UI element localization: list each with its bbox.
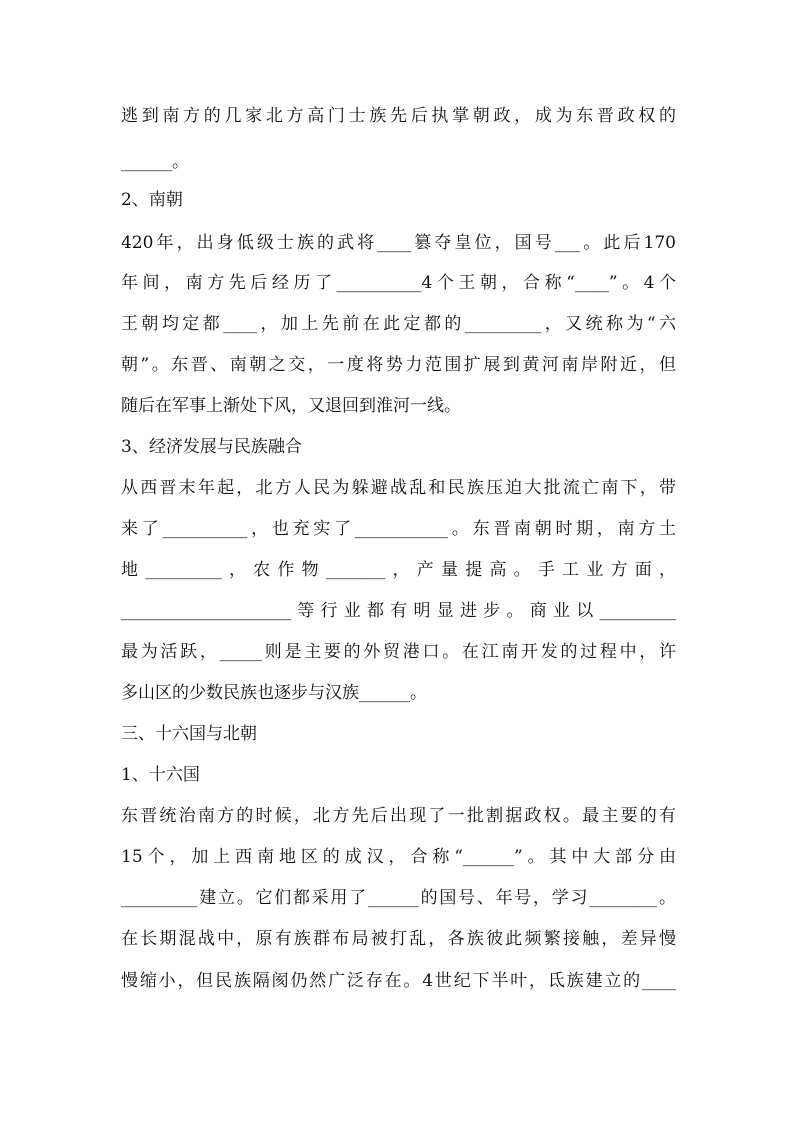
text-line: 最为活跃，_____则是主要的外贸港口。在江南开发的过程中，许 — [121, 642, 676, 662]
text-line: 从西晋末年起，北方人民为躲避战乱和民族压迫大批流亡南下，带 — [121, 478, 676, 498]
text-line: 年间，南方先后经历了__________4个王朝，合称“____”。4个 — [121, 273, 676, 293]
chapter-heading: 三、十六国与北朝 — [121, 724, 257, 744]
text-line: _________建立。它们都采用了______的国号、年号，学习________。 — [121, 888, 676, 908]
section-heading: 2、南朝 — [121, 190, 183, 210]
text-line: 在长期混战中，原有族群布局被打乱，各族彼此频繁接触，差异慢 — [121, 929, 676, 949]
text-line: 15个，加上西南地区的成汉，合称“______”。其中大部分由 — [121, 847, 676, 867]
text-line: 东晋统治南方的时候，北方先后出现了一批割据政权。最主要的有 — [121, 806, 676, 826]
section-heading: 3、经济发展与民族融合 — [121, 437, 302, 457]
text-line: 地_________，农作物_______，产量提高。手工业方面， — [121, 560, 676, 580]
text-line: 朝”。东晋、南朝之交，一度将势力范围扩展到黄河南岸附近，但 — [121, 355, 676, 375]
text-line: ______。 — [121, 152, 189, 172]
text-line: 来了__________，也充实了___________。东晋南朝时期，南方土 — [121, 519, 676, 539]
text-line: 420年，出身低级士族的武将____篡夺皇位，国号___。此后170 — [121, 233, 676, 253]
text-line: ____________________等行业都有明显进步。商业以_________ — [121, 601, 676, 621]
text-line: 逃到南方的几家北方高门士族先后执掌朝政，成为东晋政权的 — [121, 106, 676, 126]
text-line: 随后在军事上渐处下风，又退回到淮河一线。 — [121, 396, 461, 416]
text-line: 慢缩小，但民族隔阂仍然广泛存在。4世纪下半叶，氐族建立的____ — [121, 971, 676, 991]
section-heading: 1、十六国 — [121, 765, 200, 785]
text-line: 王朝均定都____，加上先前在此定都的_________，又统称为“六 — [121, 314, 676, 334]
text-line: 多山区的少数民族也逐步与汉族______。 — [121, 683, 427, 703]
